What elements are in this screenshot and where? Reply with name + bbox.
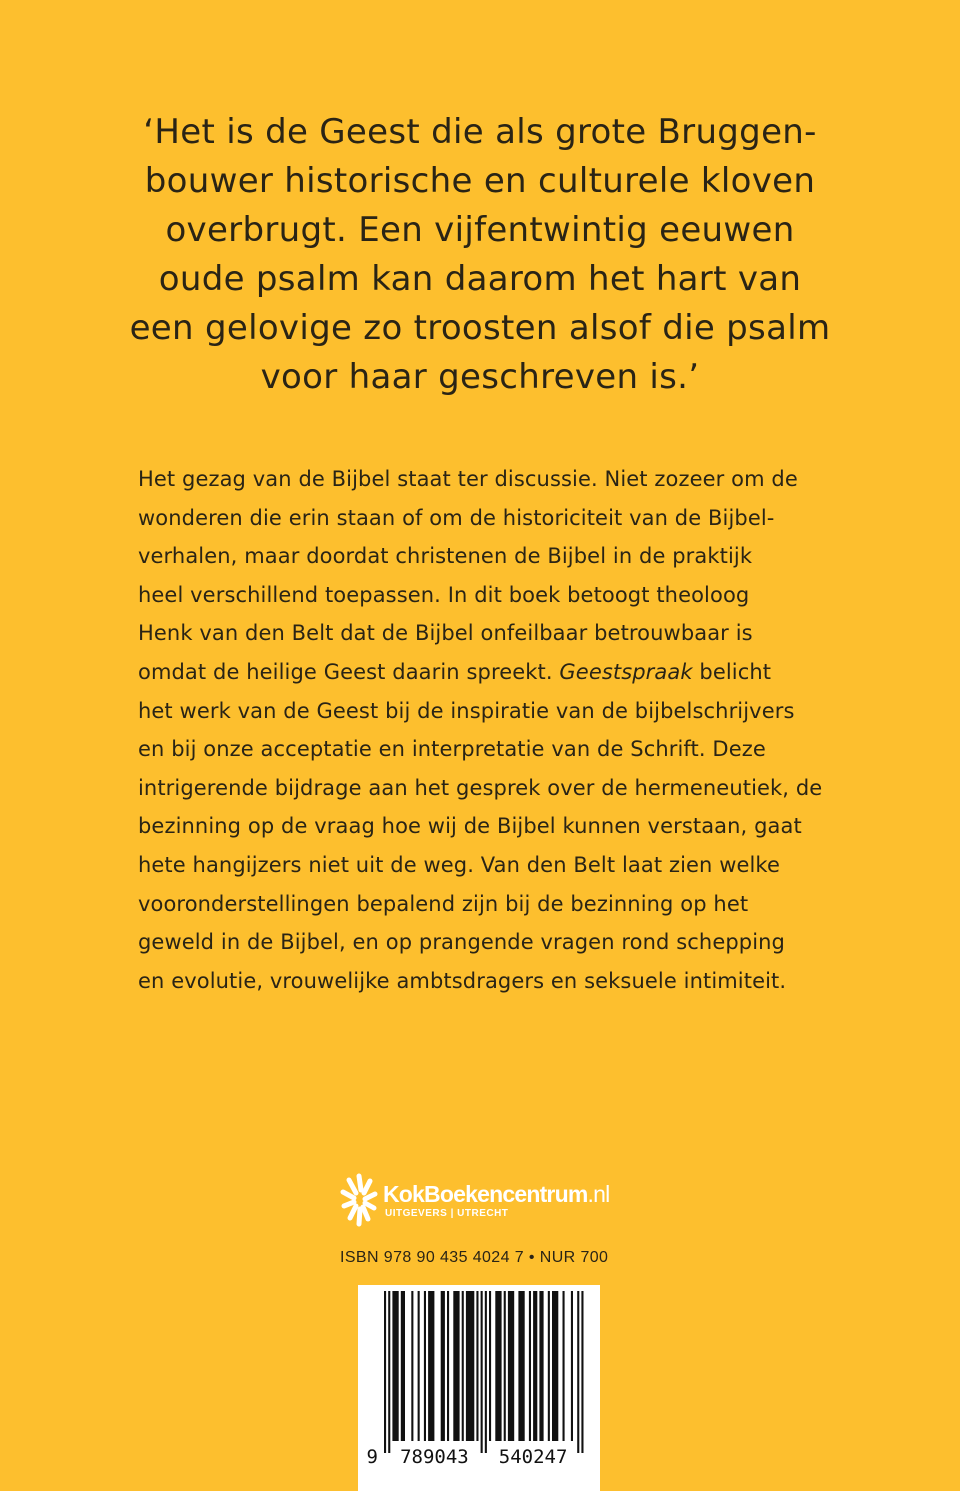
quote-line: bouwer historische en culturele kloven bbox=[144, 161, 816, 201]
barcode-bar bbox=[441, 1291, 445, 1441]
barcode-digits: 9 bbox=[366, 1446, 378, 1468]
barcode-bar bbox=[571, 1291, 573, 1441]
barcode-graphic bbox=[358, 1285, 600, 1491]
barcode-bar bbox=[392, 1291, 398, 1441]
barcode-bar bbox=[489, 1291, 491, 1441]
barcode-bar bbox=[428, 1291, 434, 1441]
barcode bbox=[358, 1285, 600, 1491]
quote-line: voor haar geschreven is.’ bbox=[260, 357, 700, 397]
publisher-logo bbox=[337, 1168, 637, 1238]
barcode-bar bbox=[388, 1291, 390, 1453]
barcode-bar bbox=[384, 1291, 386, 1453]
barcode-bar bbox=[508, 1291, 514, 1441]
description-line: wonderen die erin staan of om de historiciteit van de Bijbel- bbox=[138, 505, 775, 530]
starburst-logo-icon bbox=[337, 1168, 383, 1230]
barcode-bar bbox=[476, 1291, 478, 1441]
barcode-bar bbox=[581, 1291, 583, 1453]
barcode-bar bbox=[481, 1291, 483, 1453]
barcode-bar bbox=[539, 1291, 543, 1441]
description-line: geweld in de Bijbel, en op prangende vragen rond schepping bbox=[138, 930, 785, 955]
barcode-bar bbox=[466, 1291, 474, 1441]
barcode-bar bbox=[577, 1291, 579, 1453]
quote-line: ‘Het is de Geest die als grote Bruggen- bbox=[143, 112, 817, 152]
barcode-bar bbox=[533, 1291, 537, 1441]
publisher-subtitle: UITGEVERS | UTRECHT bbox=[385, 1208, 509, 1219]
description-line: Henk van den Belt dat de Bijbel onfeilbaar betrouwbaar is bbox=[138, 621, 753, 646]
barcode-bar bbox=[518, 1291, 524, 1441]
book-description bbox=[138, 460, 858, 1000]
publisher-name: KokBoekencentrum.nl bbox=[383, 1181, 610, 1207]
barcode-bar bbox=[453, 1291, 459, 1441]
description-line: en evolutie, vrouwelijke ambtsdragers en seksuele intimiteit. bbox=[138, 968, 787, 993]
barcode-bar bbox=[485, 1291, 487, 1453]
description-line: bezinning op de vraag hoe wij de Bijbel kunnen verstaan, gaat bbox=[138, 814, 802, 839]
book-title-italic: Geestspraak bbox=[559, 659, 693, 684]
back-cover-quote bbox=[100, 108, 860, 402]
description-line bbox=[138, 653, 858, 692]
isbn-nur-line: ISBN 978 90 435 4024 7 • NUR 700 bbox=[340, 1249, 609, 1266]
barcode-bar bbox=[529, 1291, 531, 1441]
quote-line: oude psalm kan daarom het hart van bbox=[158, 259, 802, 299]
barcode-bar bbox=[462, 1291, 464, 1441]
barcode-bar bbox=[401, 1291, 405, 1441]
barcode-bar bbox=[424, 1291, 426, 1441]
barcode-bar bbox=[552, 1291, 558, 1441]
barcode-bar bbox=[548, 1291, 550, 1441]
quote-line: een gelovige zo troosten alsof die psalm bbox=[129, 308, 831, 348]
barcode-digits: 540247 bbox=[498, 1446, 568, 1468]
description-line: heel verschillend toepassen. In dit boek betoogt theoloog bbox=[138, 582, 750, 607]
barcode-bar bbox=[411, 1291, 413, 1441]
barcode-digits: 789043 bbox=[400, 1446, 469, 1468]
barcode-bar bbox=[447, 1291, 449, 1441]
description-line: hete hangijzers niet uit de weg. Van den Belt laat zien welke bbox=[138, 852, 780, 877]
quote-line: overbrugt. Een vijfentwintig eeuwen bbox=[165, 210, 795, 250]
barcode-bar bbox=[495, 1291, 501, 1441]
barcode-bar bbox=[504, 1291, 506, 1441]
publisher-tld: .nl bbox=[587, 1181, 610, 1207]
description-line-text: omdat de heilige Geest daarin spreekt. bbox=[138, 659, 553, 684]
description-line: Het gezag van de Bijbel staat ter discussie. Niet zozeer om de bbox=[138, 467, 798, 491]
description-line: intrigerende bijdrage aan het gesprek over de hermeneutiek, de bbox=[138, 775, 823, 800]
description-line: en bij onze acceptatie en interpretatie van de Schrift. Deze bbox=[138, 737, 766, 762]
description-line: vooronderstellingen bepalend zijn bij de bezinning op het bbox=[138, 891, 749, 916]
barcode-bar bbox=[418, 1291, 420, 1441]
description-line-text: belicht bbox=[699, 659, 772, 684]
barcode-bar bbox=[563, 1291, 565, 1441]
description-line: het werk van de Geest bij de inspiratie van de bijbelschrijvers bbox=[138, 698, 795, 723]
description-line: verhalen, maar doordat christenen de Bijbel in de praktijk bbox=[138, 544, 753, 569]
